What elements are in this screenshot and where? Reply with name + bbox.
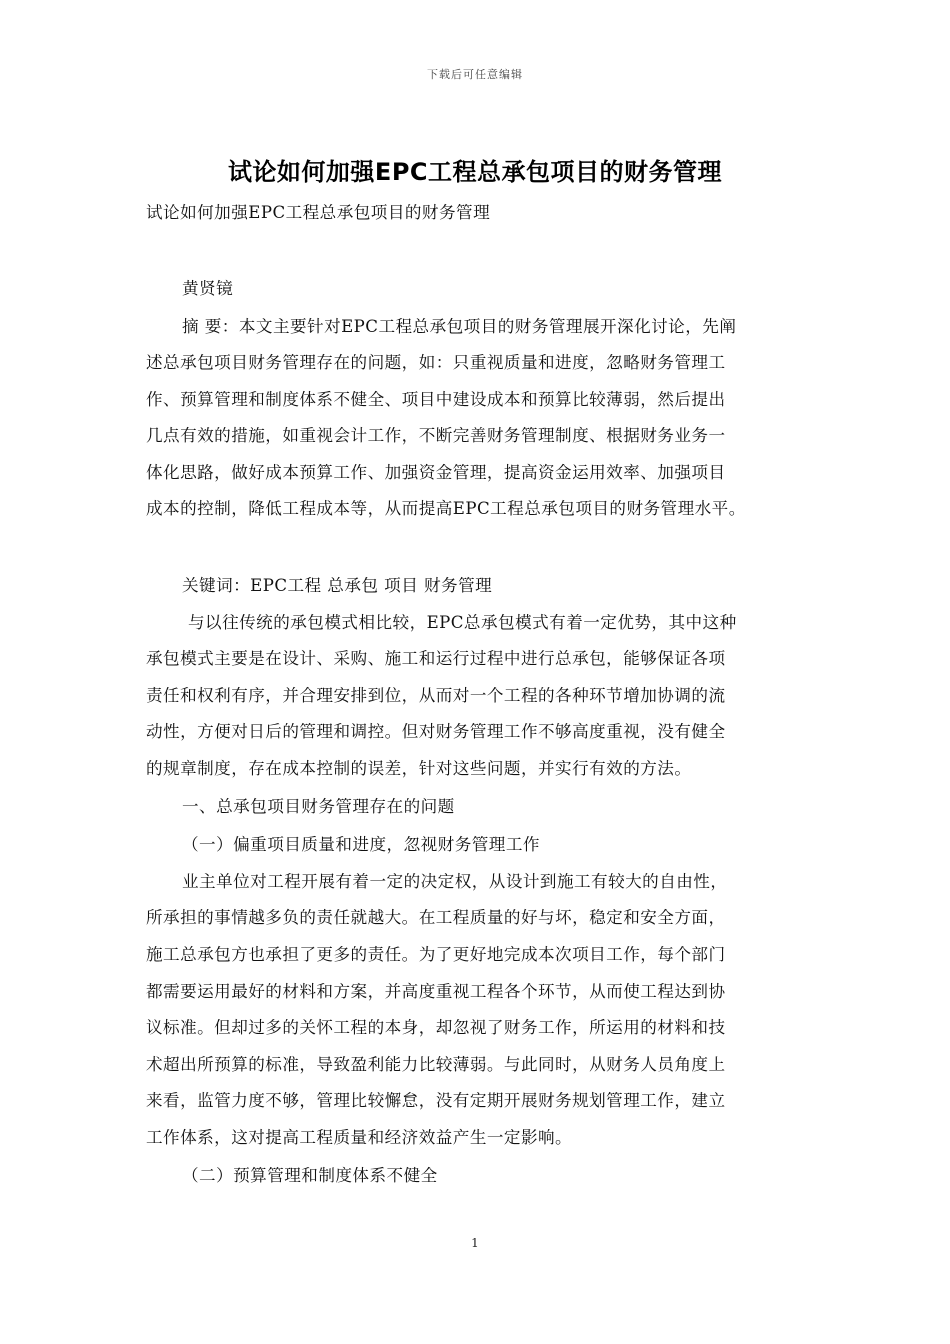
keywords-line: 关键词：EPC工程 总承包 项目 财务管理	[182, 576, 493, 595]
intro-line: 与以往传统的承包模式相比较，EPC总承包模式有着一定优势，其中这种	[188, 613, 737, 632]
paragraph-line: 来看，监管力度不够，管理比较懈怠，没有定期开展财务规划管理工作，建立	[146, 1091, 726, 1110]
abstract-line: 成本的控制，降低工程成本等，从而提高EPC工程总承包项目的财务管理水平。	[146, 499, 746, 518]
paragraph-line: 议标准。但却过多的关怀工程的本身，却忽视了财务工作，所运用的材料和技	[146, 1018, 726, 1037]
abstract-line: 几点有效的措施，如重视会计工作，不断完善财务管理制度、根据财务业务一	[146, 426, 726, 445]
author-name: 黄贤镜	[182, 279, 234, 298]
paragraph-line: 工作体系，这对提高工程质量和经济效益产生一定影响。	[146, 1128, 573, 1147]
document-title: 试论如何加强EPC工程总承包项目的财务管理	[227, 158, 723, 186]
subsection-heading: （一）偏重项目质量和进度，忽视财务管理工作	[182, 835, 540, 854]
abstract-line: 作、预算管理和制度体系不健全、项目中建设成本和预算比较薄弱，然后提出	[146, 390, 726, 409]
section-heading: 一、总承包项目财务管理存在的问题	[182, 797, 455, 816]
intro-line: 责任和权利有序，并合理安排到位，从而对一个工程的各种环节增加协调的流	[146, 686, 726, 705]
paragraph-line: 所承担的事情越多负的责任就越大。在工程质量的好与坏，稳定和安全方面，	[146, 908, 726, 927]
page-number: 1	[471, 1236, 479, 1250]
page-header-note: 下载后可任意编辑	[427, 68, 523, 81]
abstract-line: 体化思路，做好成本预算工作、加强资金管理，提高资金运用效率、加强项目	[146, 463, 726, 482]
paragraph-line: 术超出所预算的标准，导致盈利能力比较薄弱。与此同时，从财务人员角度上	[146, 1055, 726, 1074]
abstract-line: 述总承包项目财务管理存在的问题，如：只重视质量和进度，忽略财务管理工	[146, 353, 726, 372]
paragraph-line: 业主单位对工程开展有着一定的决定权，从设计到施工有较大的自由性，	[182, 872, 728, 891]
paragraph-line: 都需要运用最好的材料和方案，并高度重视工程各个环节，从而使工程达到协	[146, 982, 726, 1001]
subsection-heading: （二）预算管理和制度体系不健全	[182, 1166, 438, 1185]
document-subtitle: 试论如何加强EPC工程总承包项目的财务管理	[146, 203, 491, 222]
abstract-line: 摘 要：本文主要针对EPC工程总承包项目的财务管理展开深化讨论，先阐	[182, 317, 737, 336]
intro-line: 动性，方便对日后的管理和调控。但对财务管理工作不够高度重视，没有健全	[146, 722, 726, 741]
paragraph-line: 施工总承包方也承担了更多的责任。为了更好地完成本次项目工作，每个部门	[146, 945, 726, 964]
intro-line: 的规章制度，存在成本控制的误差，针对这些问题，并实行有效的方法。	[146, 759, 692, 778]
intro-line: 承包模式主要是在设计、采购、施工和运行过程中进行总承包，能够保证各项	[146, 649, 726, 668]
